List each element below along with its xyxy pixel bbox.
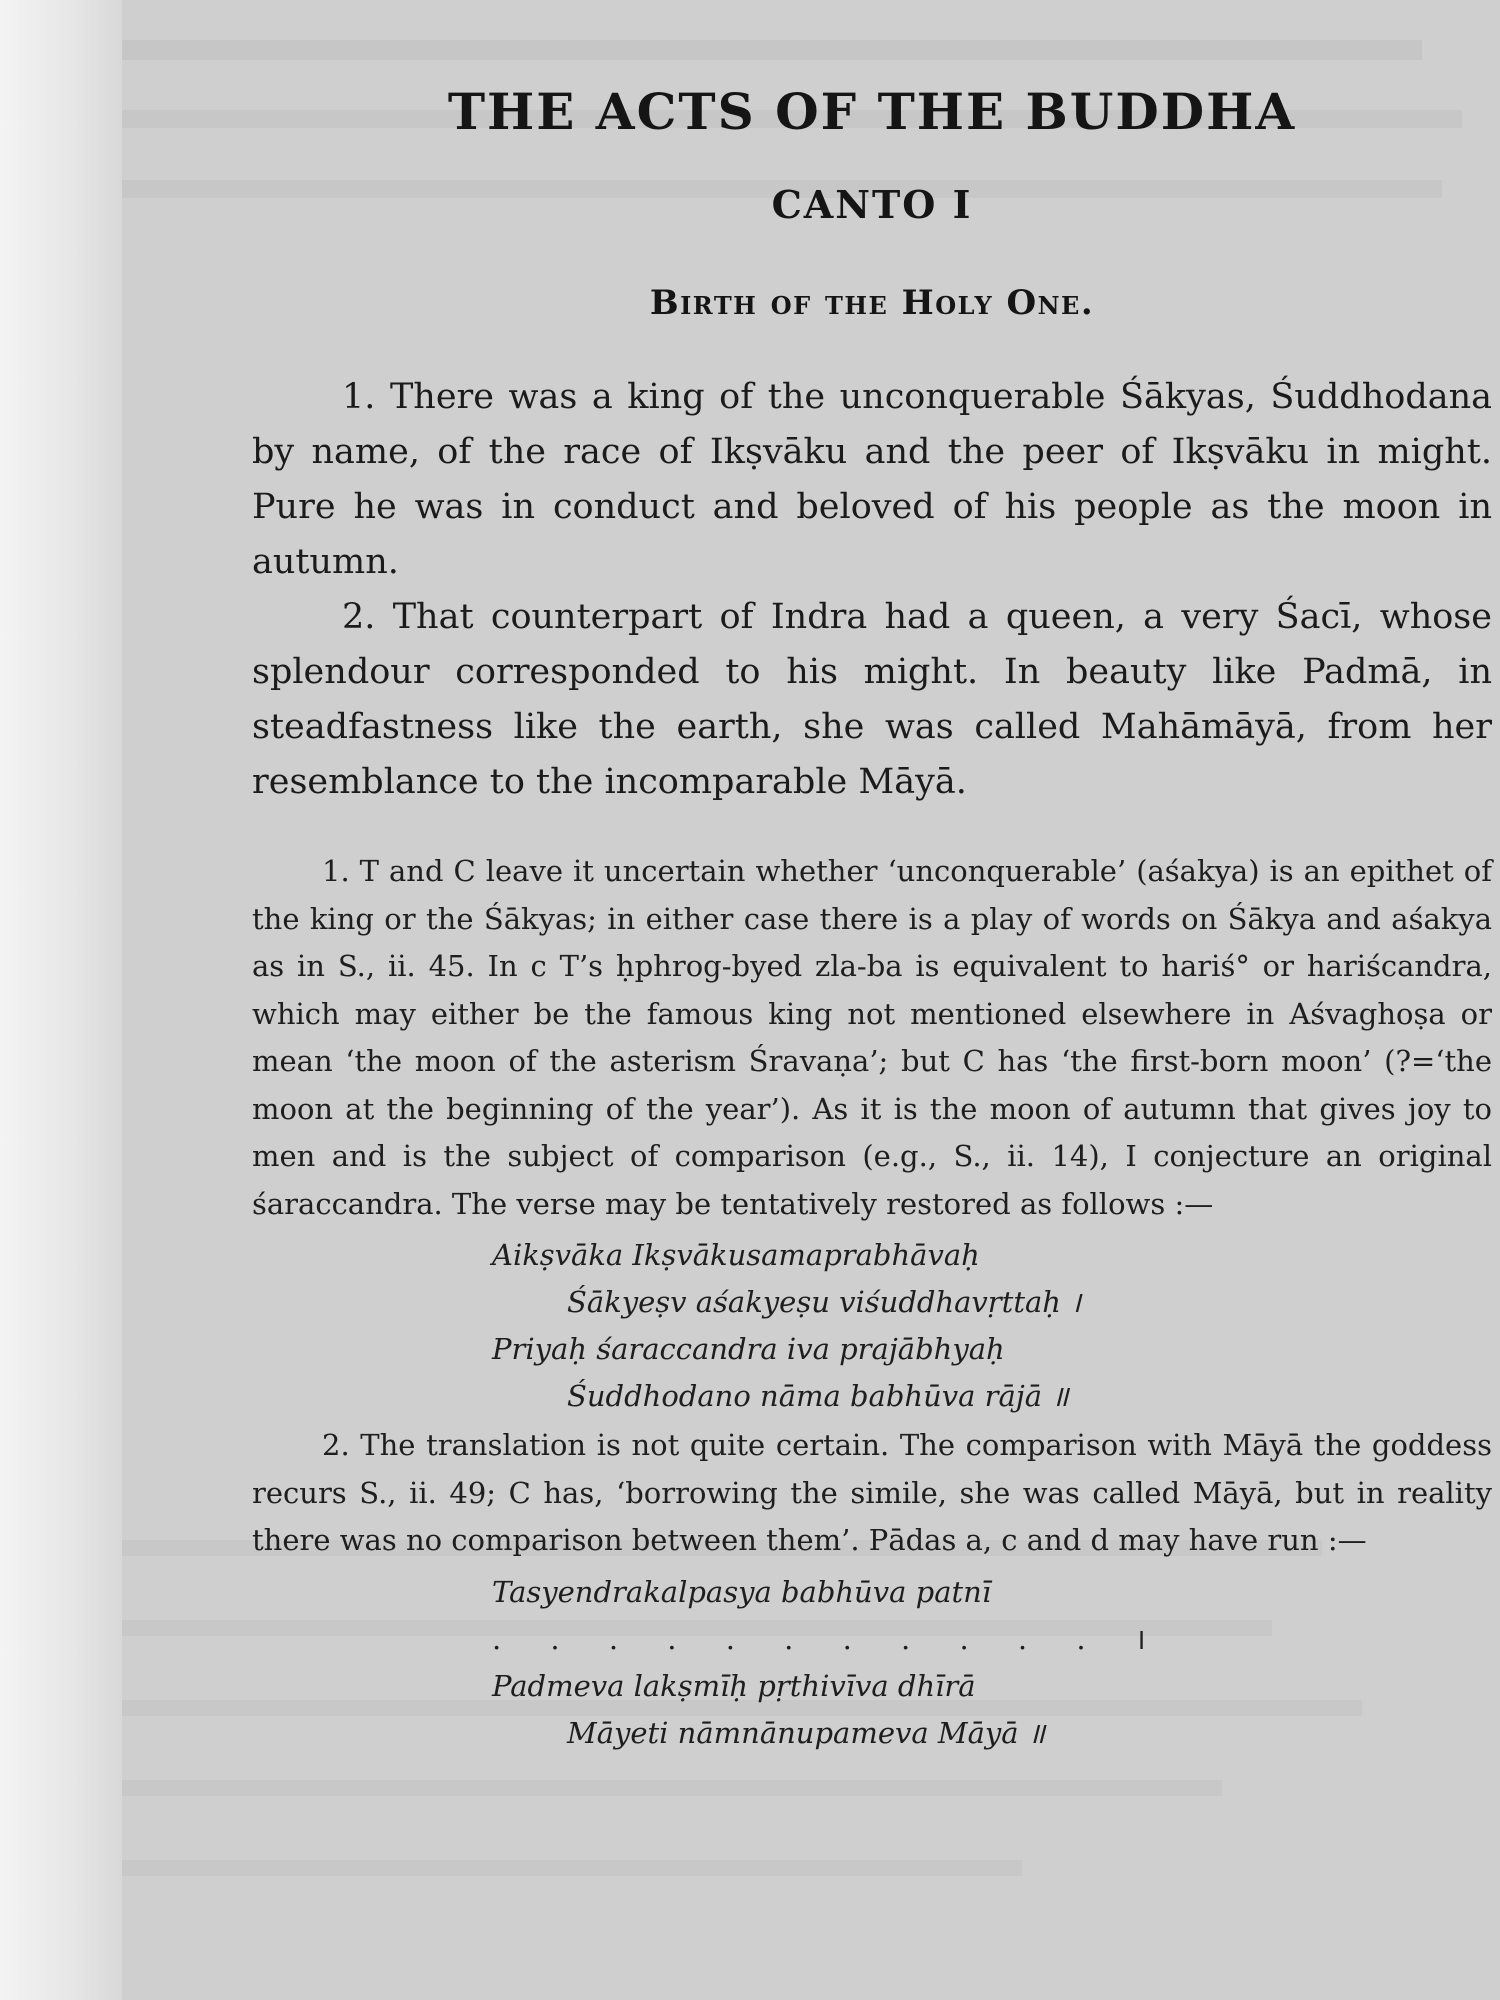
sanskrit-line: Śuddhodano nāma babhūva rājā ॥ bbox=[567, 1379, 1069, 1413]
sanskrit-verse-1 bbox=[252, 1232, 1492, 1420]
sanskrit-line: Priyaḥ śaraccandra iva prajābhyaḥ bbox=[492, 1332, 1005, 1366]
canto-subtitle: Birth of the Holy One. bbox=[649, 283, 1095, 323]
sanskrit-line: Śākyeṣv aśakyeṣu viśuddhavṛttaḥ । bbox=[567, 1285, 1082, 1319]
book-title: THE ACTS OF THE BUDDHA bbox=[447, 82, 1297, 141]
sanskrit-lacuna-line: . . . . . . . . . . . । bbox=[492, 1621, 1166, 1656]
book-page bbox=[122, 0, 1500, 2000]
verse-translations bbox=[252, 370, 1492, 810]
footnotes bbox=[252, 848, 1492, 1757]
binding-gutter bbox=[0, 0, 122, 2000]
verse-1: 1. There was a king of the unconquerable Śākyas, Śuddhodana by name, of the race of Ikṣvāku and the peer of Ikṣvāku in might. Pure he was in conduct and beloved of his people as the moon in autumn. bbox=[252, 377, 1492, 582]
note-1: 1. T and C leave it uncertain whether ‘unconquerable’ (aśakya) is an epithet of the king or the Śākyas; in either case there is a play of words on Śākya and aśakya as in S., ii. 45. In c T’s ḥphrog-byed zla-ba is equivalent to hariś° or hariścandra, which may either be the famous king not mentioned elsewhere in Aśvaghoṣa or mean ‘the moon of the asterism Śravaṇa’; but C has ‘the first-born moon’ (?=‘the moon at the beginning of the year’). As it is the moon of autumn that gives joy to men and is the subject of comparison (e.g., S., ii. 14), I conjecture an original śaraccandra. The verse may be tentatively restored as follows :— bbox=[252, 854, 1492, 1221]
sanskrit-line: Aikṣvāka Ikṣvākusamaprabhāvaḥ bbox=[492, 1238, 980, 1272]
sanskrit-verse-2 bbox=[252, 1569, 1492, 1757]
canto-heading: CANTO I bbox=[771, 182, 973, 227]
sanskrit-line: Māyeti nāmnānupameva Māyā ॥ bbox=[567, 1715, 1046, 1750]
note-2: 2. The translation is not quite certain. The comparison with Māyā the goddess recurs S., ii. 49; C has, ‘borrowing the simile, she was called Māyā, but in reality there was no comparison between them’. Pādas a, c and d may have run :— bbox=[252, 1428, 1492, 1557]
sanskrit-line: Padmeva lakṣmīḥ pṛthivīva dhīrā bbox=[492, 1668, 976, 1703]
verse-2: 2. That counterpart of Indra had a queen, a very Śacī, whose splendour corresponded to his might. In beauty like Padmā, in steadfastness like the earth, she was called Mahāmāyā, from her resemblance to the incomparable Māyā. bbox=[252, 597, 1492, 802]
sanskrit-line: Tasyendrakalpasya babhūva patnī bbox=[492, 1574, 992, 1609]
